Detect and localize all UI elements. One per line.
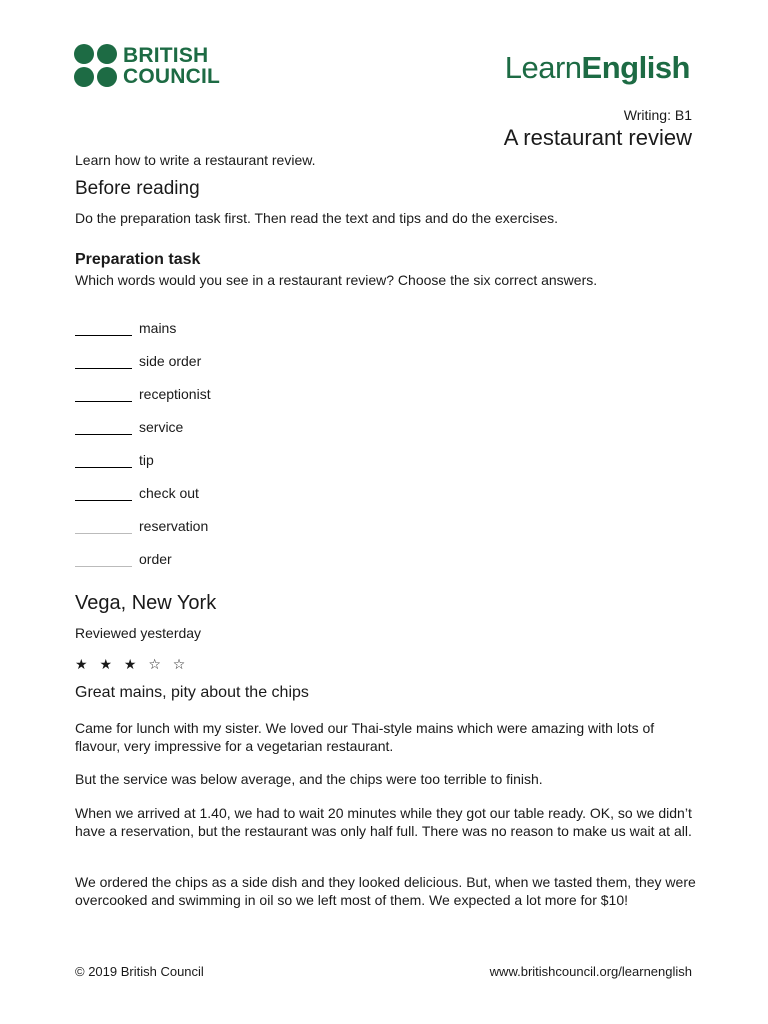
review-paragraph: But the service was below average, and the chips were too terrible to finish. xyxy=(75,771,543,787)
brand-line-2: COUNCIL xyxy=(123,64,221,88)
star-rating: ★ ★ ★ ☆ ☆ xyxy=(75,656,190,672)
review-date: Reviewed yesterday xyxy=(75,625,202,641)
answer-blank[interactable] xyxy=(75,467,132,468)
answer-blank[interactable] xyxy=(75,335,132,336)
before-reading-text: Do the preparation task first. Then read the text and tips and do the exercises. xyxy=(75,210,559,226)
level-label: Writing: B1 xyxy=(623,107,692,123)
option-label: service xyxy=(139,419,184,435)
option-label: receptionist xyxy=(139,386,211,402)
english-word: English xyxy=(581,50,690,85)
option-label: reservation xyxy=(139,518,209,534)
answer-blank[interactable] xyxy=(75,434,132,435)
answer-blank[interactable] xyxy=(75,500,132,501)
intro-text: Learn how to write a restaurant review. xyxy=(75,152,316,168)
british-council-logo xyxy=(74,44,220,87)
option-label: mains xyxy=(139,320,177,336)
footer-copyright: © 2019 British Council xyxy=(75,964,204,979)
learn-word: Learn xyxy=(504,50,582,85)
option-item xyxy=(75,483,199,501)
brand-line-1: BRITISH xyxy=(123,43,209,67)
option-item xyxy=(75,351,201,369)
option-item xyxy=(75,318,176,336)
review-paragraph: When we arrived at 1.40, we had to wait 20 minutes while they got our table ready. OK, so we didn’t have a reservation, but the restaurant was only half full. There was no reason to make us wait at all. xyxy=(75,805,692,839)
answer-blank[interactable] xyxy=(75,401,132,402)
option-item xyxy=(75,549,172,567)
option-item xyxy=(75,450,154,468)
option-label: order xyxy=(139,551,172,567)
option-label: check out xyxy=(139,485,199,501)
option-item xyxy=(75,417,183,435)
answer-blank[interactable] xyxy=(75,368,132,369)
review-heading: Vega, New York xyxy=(75,592,217,614)
answer-blank[interactable] xyxy=(75,533,132,534)
option-item xyxy=(75,516,208,534)
preparation-heading: Preparation task xyxy=(75,251,201,268)
answer-blank[interactable] xyxy=(75,566,132,567)
footer-url[interactable]: www.britishcouncil.org/learnenglish xyxy=(489,964,692,979)
option-label: tip xyxy=(139,452,154,468)
review-paragraph: We ordered the chips as a side dish and they looked delicious. But, when we tasted them, they were overcooked and swimming in oil so we left most of them. We expected a lot more for $10! xyxy=(75,874,696,908)
review-subtitle: Great mains, pity about the chips xyxy=(75,684,309,701)
learnenglish-logo xyxy=(505,50,690,86)
british-council-dots-icon xyxy=(74,44,117,87)
page-title: A restaurant review xyxy=(503,125,692,150)
preparation-instruction: Which words would you see in a restaurant review? Choose the six correct answers. xyxy=(75,272,598,288)
review-paragraph: Came for lunch with my sister. We loved our Thai-style mains which were amazing with lots of flavour, very impressive for a vegetarian restaurant. xyxy=(75,720,655,754)
option-item xyxy=(75,384,211,402)
option-label: side order xyxy=(139,353,202,369)
before-reading-heading: Before reading xyxy=(75,178,200,199)
